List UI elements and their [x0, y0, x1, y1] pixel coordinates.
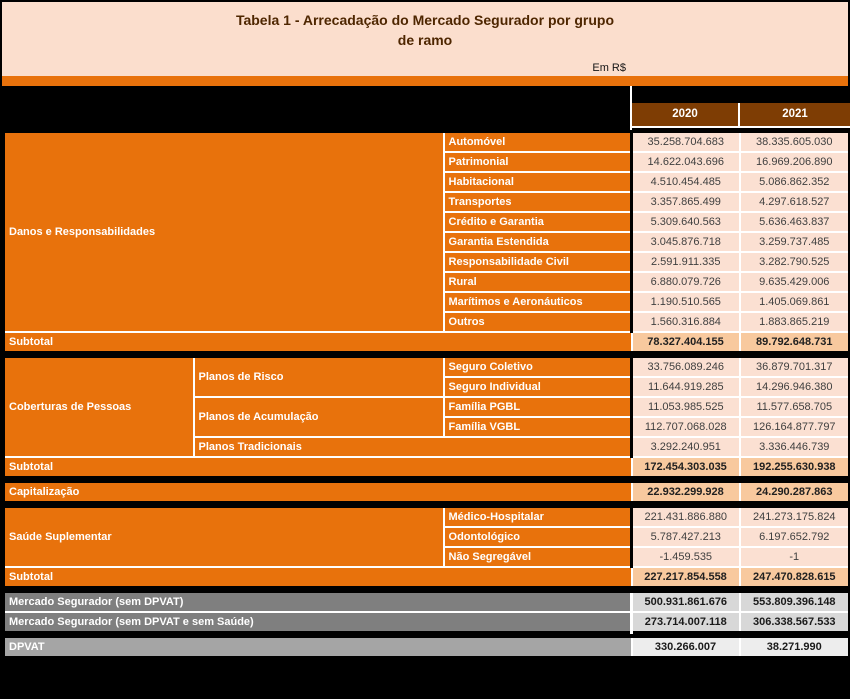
- dpvat-value-2021: 38.271.990: [740, 637, 850, 658]
- row-label: Planos Tradicionais: [194, 437, 632, 457]
- dpvat-label: DPVAT: [4, 637, 632, 658]
- page-title: [2, 2, 848, 51]
- page-title-line2: de ramo: [397, 32, 453, 49]
- value-2020: 22.932.299.928: [632, 482, 740, 503]
- title-block: [2, 2, 848, 76]
- summary-value-2021: 306.338.567.533: [740, 612, 850, 633]
- row-label: Patrimonial: [444, 152, 632, 172]
- value-2020: 5.787.427.213: [632, 527, 740, 547]
- value-2021: 1.883.865.219: [740, 312, 850, 332]
- subtotal-value-2021: 192.255.630.938: [740, 457, 850, 478]
- value-2020: 6.880.079.726: [632, 272, 740, 292]
- subtotal-value-2020: 78.327.404.155: [632, 332, 740, 353]
- subtotal-row: [4, 457, 850, 478]
- value-2021: 126.164.877.797: [740, 417, 850, 437]
- subtotal-value-2020: 172.454.303.035: [632, 457, 740, 478]
- group-label: Danos e Responsabilidades: [4, 132, 444, 333]
- subtotal-value-2021: 89.792.648.731: [740, 332, 850, 353]
- subtotal-value-2020: 227.217.854.558: [632, 567, 740, 588]
- value-2021: 14.296.946.380: [740, 377, 850, 397]
- row-label: Outros: [444, 312, 632, 332]
- row-label: Odontológico: [444, 527, 632, 547]
- section-summary: [4, 592, 850, 658]
- value-2021: 1.405.069.861: [740, 292, 850, 312]
- row-label: Automóvel: [444, 132, 632, 153]
- value-2021: 5.636.463.837: [740, 212, 850, 232]
- subtotal-row: [4, 482, 850, 503]
- section-saude: [4, 507, 850, 592]
- value-2020: 1.560.316.884: [632, 312, 740, 332]
- subtotal-row: [4, 567, 850, 588]
- row-label: Família PGBL: [444, 397, 632, 417]
- dpvat-row: [4, 637, 850, 658]
- insurance-revenue-table: [2, 130, 850, 659]
- value-2021: -1: [740, 547, 850, 567]
- value-2021: 6.197.652.792: [740, 527, 850, 547]
- value-2020: 2.591.911.335: [632, 252, 740, 272]
- value-2020: 3.292.240.951: [632, 437, 740, 457]
- value-2020: 1.190.510.565: [632, 292, 740, 312]
- value-2020: 112.707.068.028: [632, 417, 740, 437]
- dpvat-value-2020: 330.266.007: [632, 637, 740, 658]
- subtotal-label: Subtotal: [4, 332, 632, 353]
- row-label: Marítimos e Aeronáuticos: [444, 292, 632, 312]
- group-label: Saúde Suplementar: [4, 507, 444, 568]
- value-2020: 35.258.704.683: [632, 132, 740, 153]
- row-label: Seguro Coletivo: [444, 357, 632, 378]
- row-label: Médico-Hospitalar: [444, 507, 632, 528]
- value-2021: 36.879.701.317: [740, 357, 850, 378]
- summary-value-2021: 553.809.396.148: [740, 592, 850, 613]
- value-2021: 38.335.605.030: [740, 132, 850, 153]
- orange-divider-bar: [2, 76, 848, 86]
- row-label: Família VGBL: [444, 417, 632, 437]
- value-2020: 5.309.640.563: [632, 212, 740, 232]
- row-label: Seguro Individual: [444, 377, 632, 397]
- page-title-line1: Tabela 1 - Arrecadação do Mercado Segurador por grupo: [235, 12, 615, 28]
- table-row: [4, 357, 850, 378]
- summary-row: [4, 612, 850, 633]
- value-2020: 3.045.876.718: [632, 232, 740, 252]
- summary-value-2020: 500.931.861.676: [632, 592, 740, 613]
- value-2021: 11.577.658.705: [740, 397, 850, 417]
- value-2020: 33.756.089.246: [632, 357, 740, 378]
- value-2021: 3.336.446.739: [740, 437, 850, 457]
- summary-value-2020: 273.714.007.118: [632, 612, 740, 633]
- group-label: Coberturas de Pessoas: [4, 357, 194, 458]
- table-row: [4, 507, 850, 528]
- column-header-2020: 2020: [632, 103, 740, 128]
- value-2020: 11.644.919.285: [632, 377, 740, 397]
- section-capitalizacao: [4, 482, 850, 507]
- value-2021: 3.282.790.525: [740, 252, 850, 272]
- subtotal-label: Subtotal: [4, 457, 632, 478]
- column-header-2021: 2021: [740, 103, 850, 128]
- currency-unit-label: Em R$: [592, 62, 626, 74]
- group-label: Capitalização: [4, 482, 632, 503]
- row-label: Rural: [444, 272, 632, 292]
- subtotal-row: [4, 332, 850, 353]
- summary-label: Mercado Segurador (sem DPVAT e sem Saúde): [4, 612, 632, 633]
- value-2020: 221.431.886.880: [632, 507, 740, 528]
- value-2020: 11.053.985.525: [632, 397, 740, 417]
- value-2021: 24.290.287.863: [740, 482, 850, 503]
- value-2021: 241.273.175.824: [740, 507, 850, 528]
- summary-label: Mercado Segurador (sem DPVAT): [4, 592, 632, 613]
- value-2021: 4.297.618.527: [740, 192, 850, 212]
- row-label: Transportes: [444, 192, 632, 212]
- subgroup-label: Planos de Risco: [194, 357, 444, 398]
- value-2021: 16.969.206.890: [740, 152, 850, 172]
- value-2021: 5.086.862.352: [740, 172, 850, 192]
- subtotal-value-2021: 247.470.828.615: [740, 567, 850, 588]
- value-2020: 3.357.865.499: [632, 192, 740, 212]
- row-label: Responsabilidade Civil: [444, 252, 632, 272]
- value-2020: -1.459.535: [632, 547, 740, 567]
- value-2020: 14.622.043.696: [632, 152, 740, 172]
- row-label: Garantia Estendida: [444, 232, 632, 252]
- year-header-row: [2, 86, 848, 130]
- value-2020: 4.510.454.485: [632, 172, 740, 192]
- summary-row: [4, 592, 850, 613]
- section-danos: [4, 132, 850, 357]
- row-label: Crédito e Garantia: [444, 212, 632, 232]
- row-label: Não Segregável: [444, 547, 632, 567]
- value-2021: 9.635.429.006: [740, 272, 850, 292]
- subtotal-label: Subtotal: [4, 567, 632, 588]
- table-row: [4, 132, 850, 153]
- row-label: Habitacional: [444, 172, 632, 192]
- value-2021: 3.259.737.485: [740, 232, 850, 252]
- subgroup-label: Planos de Acumulação: [194, 397, 444, 437]
- section-pessoas: [4, 357, 850, 482]
